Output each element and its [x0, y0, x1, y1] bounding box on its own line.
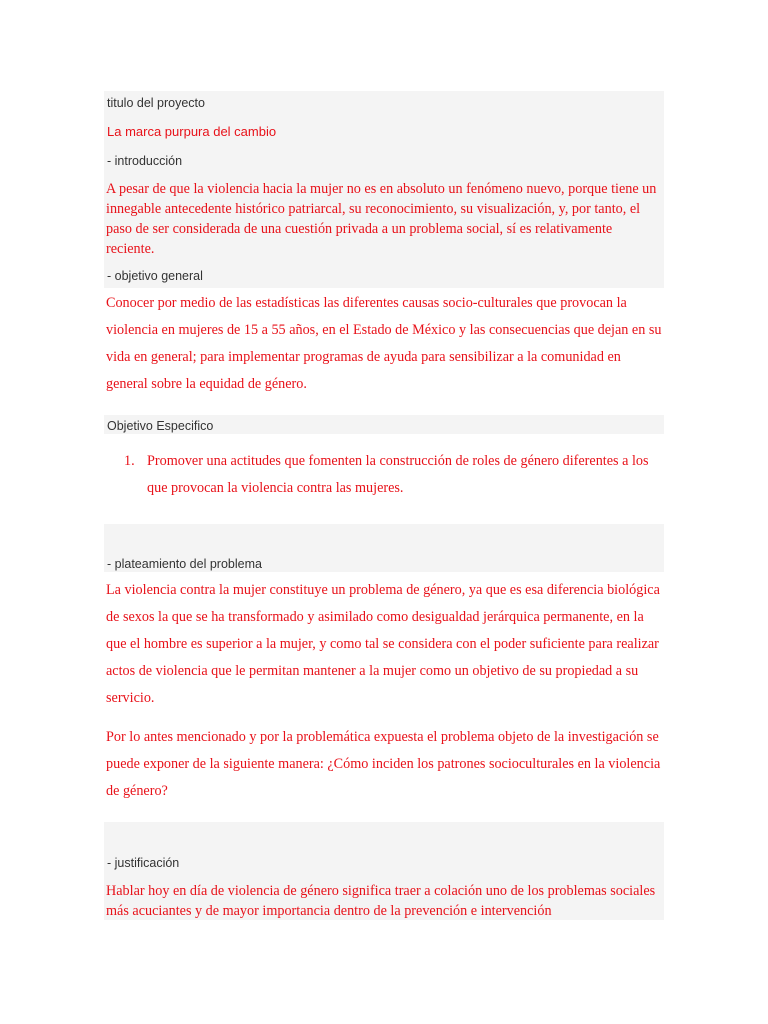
- intro-label: - introducción: [107, 154, 183, 168]
- planteamiento-label: - plateamiento del problema: [107, 557, 262, 571]
- planteamiento-paragraph-2: Por lo antes mencionado y por la problemática expuesta el problema objeto de la investigación se puede exponer de la siguiente manera: ¿Cómo inciden los patrones socioculturales en la violencia de género?: [106, 729, 661, 799]
- list-item: Promover una actitudes que fomenten la construcción de roles de género diferentes a los que provocan la violencia contra las mujeres.: [147, 453, 649, 496]
- objetivo-especifico-list: [124, 448, 664, 502]
- justificacion-label: - justificación: [107, 856, 180, 870]
- objetivo-general-label: - objetivo general: [107, 269, 203, 283]
- objetivo-especifico-label: Objetivo Especifico: [107, 419, 214, 433]
- justificacion-paragraph: Hablar hoy en día de violencia de género significa traer a colación uno de los problemas sociales más acuciantes y de mayor importancia dentro de la prevención e intervención: [106, 883, 656, 919]
- list-item-number: 1.: [124, 453, 135, 469]
- objetivo-general-paragraph: Conocer por medio de las estadísticas las diferentes causas socio-culturales que provocan la violencia en mujeres de 15 a 55 años, en el Estado de México y las consecuencias que dejan en su vida en general; para implementar programas de ayuda para sensibilizar a la comunidad en general sobre la equidad de género.: [106, 295, 662, 392]
- planteamiento-paragraph-1: La violencia contra la mujer constituye un problema de género, ya que es esa diferencia biológica de sexos la que se ha transformado y asimilado como desigualdad jerárquica permanente, en la que el hombre es superior a la mujer, y como tal se considera con el poder suficiente para realizar actos de violencia que le permitan mantener a la mujer como un objetivo de su propiedad a su servicio.: [106, 582, 660, 706]
- titulo-label: titulo del proyecto: [107, 96, 205, 110]
- intro-paragraph: A pesar de que la violencia hacia la mujer no es en absoluto un fenómeno nuevo, porque tiene un innegable antecedente histórico patriarcal, su reconocimiento, su visualización, y, por tanto, el paso de ser considerada de una cuestión privada a un problema social, sí es relativamente reciente.: [106, 181, 657, 257]
- project-title: La marca purpura del cambio: [107, 124, 277, 139]
